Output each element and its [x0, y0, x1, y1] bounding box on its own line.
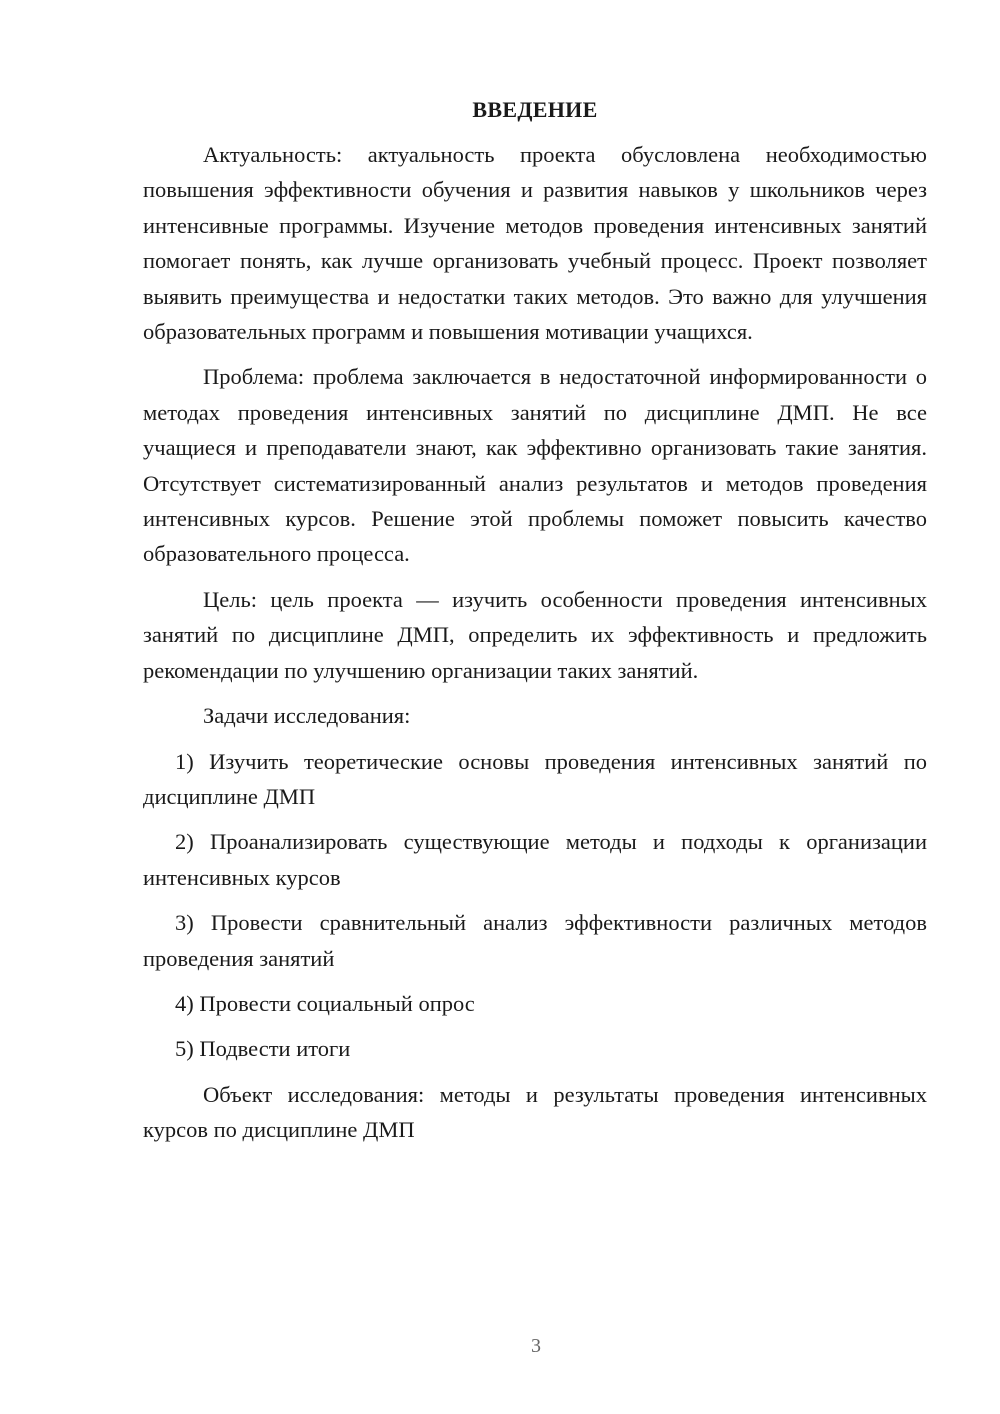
goal-paragraph: Цель: цель проекта — изучить особенности проведения интенсивных занятий по дисциплине ДМП, определить их эффективность и предложить рекомендации по улучшению организации таких занятий.: [143, 586, 927, 683]
task-item: 3) Провести сравнительный анализ эффективности различных методов проведения занятий: [143, 910, 927, 971]
page-content: [143, 95, 927, 1158]
relevance-paragraph: Актуальность: актуальность проекта обусловлена необходимостью повышения эффективности обучения и развития навыков у школьников через интенсивные программы. Изучение методов проведения интенсивных занятий помогает понять, как лучше организовать учебный процесс. Проект позволяет выявить преимущества и недостатки таких методов. Это важно для улучшения образовательных программ и повышения мотивации учащихся.: [143, 142, 927, 345]
page-number: 3: [531, 1335, 541, 1357]
problem-paragraph: Проблема: проблема заключается в недостаточной информированности о методах проведения интенсивных занятий по дисциплине ДМП. Не все учащиеся и преподаватели знают, как эффективно организовать такие занятия. Отсутствует систематизированный анализ результатов и методов проведения интенсивных курсов. Решение этой проблемы поможет повысить качество образовательного процесса.: [143, 364, 927, 567]
tasks-list: [143, 744, 927, 1067]
tasks-heading: Задачи исследования:: [203, 703, 411, 729]
task-item: 4) Провести социальный опрос: [175, 990, 475, 1016]
task-item: 5) Подвести итоги: [175, 1036, 351, 1062]
task-item: 2) Проанализировать существующие методы и подходы к организации интенсивных курсов: [143, 829, 927, 890]
section-title: ВВЕДЕНИЕ: [472, 97, 598, 122]
task-item: 1) Изучить теоретические основы проведения интенсивных занятий по дисциплине ДМП: [143, 748, 927, 809]
object-paragraph: Объект исследования: методы и результаты проведения интенсивных курсов по дисциплине ДМП: [143, 1081, 927, 1143]
